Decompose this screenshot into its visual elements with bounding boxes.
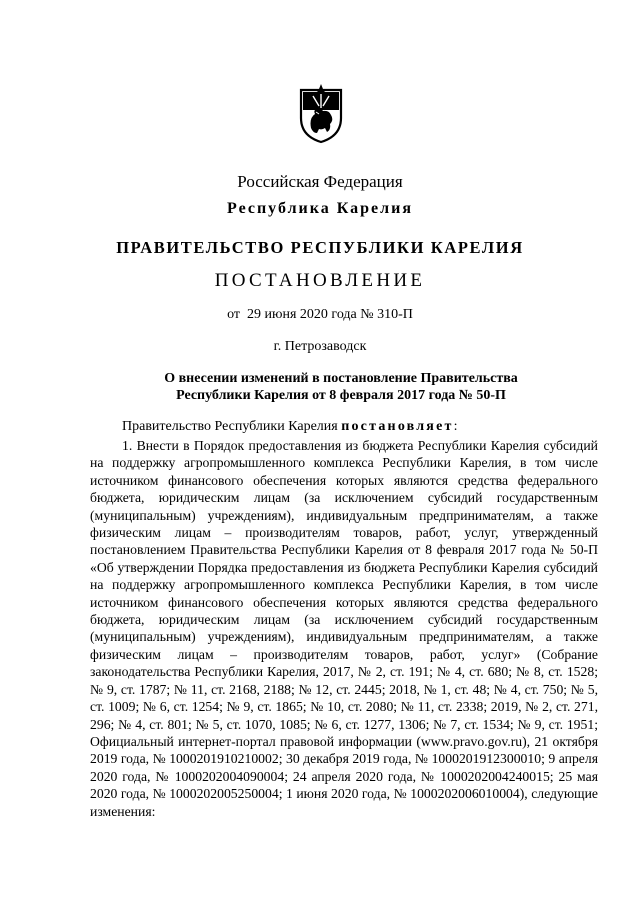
body-paragraph-1: 1. Внести в Порядок предоставления из бюджета Республики Карелия субсидий на поддержку агропромышленного комплекса Республики Карелия, в том числе источником финансового обеспечения которых являются средства федерального бюджета, юридическим лицам (за исключением субсидий государственным (муниципальным) учреждениям), индивидуальным предпринимателям, а также физическим лицам – производителям товаров, работ, услуг, утвержденный постановлением Правительства Республики Карелия от 8 февраля 2017 года № 50-П «Об утверждении Порядка предоставления из бюджета Республики Карелия субсидий на поддержку агропромышленного комплекса Республики Карелия, в том числе источником финансового обеспечения которых являются средства федерального бюджета, юридическим лицам (за исключением субсидий государственным (муниципальным) учреждениям), индивидуальным предпринимателям, а также физическим лицам – производителям товаров, работ, услуг» (Собрание законодательства Республики Карелия, 2017, № 2, ст. 191; № 4, ст. 680; № 8, ст. 1528; № 9, ст. 1787; № 11, ст. 2168, 2188; № 12, ст. 2445; 2018, № 1, ст. 48; № 4, ст. 750; № 5, ст. 1009; № 6, ст. 1254; № 9, ст. 1865; № 10, ст. 2080; № 11, ст. 2338; 2019, № 2, ст. 271, 296; № 4, ст. 801; № 5, ст. 1070, 1085; № 6, ст. 1277, 1306; № 7, ст. 1534; № 9, ст. 1951; Официальный интернет-портал правовой информации (www.pravo.gov.ru), 21 октября 2019 года, № 1000201910210002; 30 декабря 2019 года, № 1000201912300010; 9 апреля 2020 года, № 1000202004090004; 24 апреля 2020 года, № 1000202004240015; 25 мая 2020 года, № 1000202005250004; 1 июня 2020 года, № 1000202006010004), следующие изменения:: [90, 438, 598, 819]
document-body: [90, 437, 598, 820]
republic-name: Республика Карелия: [227, 200, 413, 217]
document-city: г. Петрозаводск: [273, 339, 367, 354]
document-type: ПОСТАНОВЛЕНИЕ: [214, 270, 426, 291]
government-title: ПРАВИТЕЛЬСТВО РЕСПУБЛИКИ КАРЕЛИЯ: [116, 238, 524, 257]
decree-intro: [122, 419, 457, 435]
decree-intro-suffix: :: [453, 419, 458, 434]
karelia-coat-of-arms-icon: [299, 84, 343, 144]
document-subject: О внесении изменений в постановление Правительства Республики Карелия от 8 февраля 2017 года № 50-П: [164, 371, 518, 403]
document-date-number: от 29 июня 2020 года № 310-П: [227, 307, 413, 322]
country-name: Российская Федерация: [237, 172, 403, 191]
decree-intro-prefix: Правительство Республики Карелия: [122, 419, 342, 434]
decree-keyword: постановляет: [341, 419, 454, 434]
